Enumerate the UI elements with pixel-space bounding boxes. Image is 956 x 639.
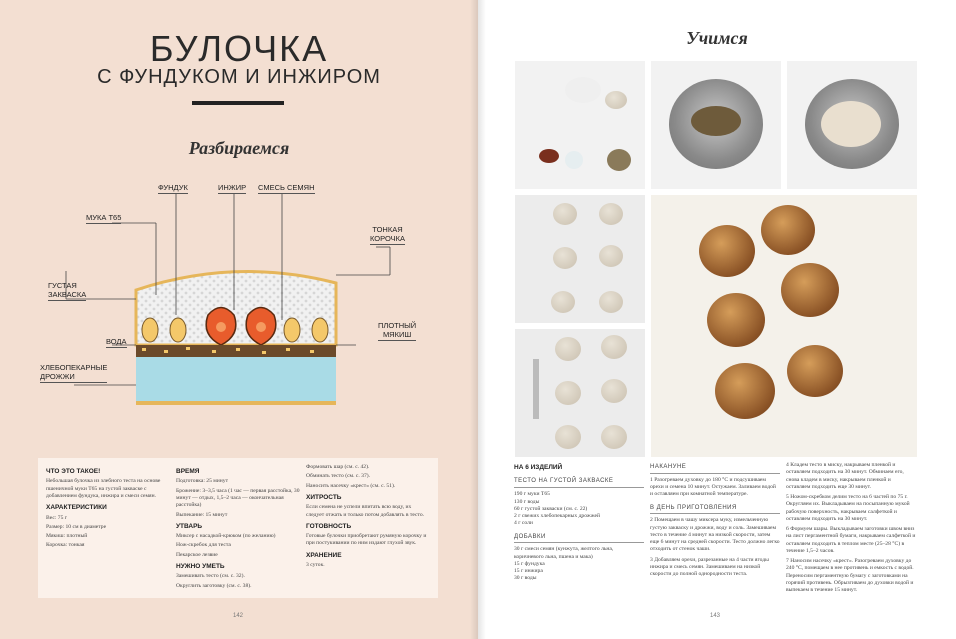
storage-heading: ХРАНЕНИЕ: [306, 551, 342, 559]
step-6: 6 Формуем шары. Выкладываем заготовки швом вниз на лист пергаментной бумаги, накрываем салфеткой и оставляем подходить в теплом месте (25–28 °С) в течение 1,5–2 часов.: [786, 526, 916, 554]
bottom-crust: [136, 401, 336, 405]
page-number-right: 143: [710, 613, 721, 619]
page-number-left: 142: [233, 613, 244, 619]
ingredient-flour: 190 г муки Т65: [514, 491, 550, 498]
step-2: 2 Помещаем в чашу миксера муку, измельченную густую закваску и дрожжи, воду и соль. Замешиваем тесто в течение 4 минут на низкой скорости, затем еще 6 минут на средней скорости. Тесто должно легко отходить от стенок чаши.: [650, 517, 780, 553]
ingredient-water: 130 г воды: [514, 498, 540, 505]
label-yeast: [40, 363, 107, 383]
time-bake: Выпекание: 15 минут: [176, 511, 228, 518]
recipe-column-3: [786, 462, 916, 598]
tool-scraper: Нож-скребок для теста: [176, 542, 231, 549]
char-size: Размер: 10 см в диаметре: [46, 523, 107, 530]
label-crust: [370, 225, 405, 245]
photo-baked-buns: [650, 194, 918, 458]
ingredient-salt: 4 г соли: [514, 520, 533, 527]
photo-scored-dough: [514, 328, 646, 458]
tool-mixer: Миксер с насадкой-крюком (по желанию): [176, 533, 276, 540]
label-seed-mix: СМЕСЬ СЕМЯН: [258, 183, 315, 192]
info-box: [38, 458, 438, 598]
label-yeast-line2: ДРОЖЖИ: [40, 372, 107, 383]
char-crust: Корочка: тонкая: [46, 542, 85, 549]
readiness-text: Готовые булочки приобретают румяную корочку и при постукивании по ним издают глухой звук.: [306, 533, 427, 547]
addition-fig: 15 г инжира: [514, 568, 543, 575]
label-fig: ИНЖИР: [218, 183, 247, 192]
label-sourdough-line2: ЗАКВАСКА: [48, 290, 87, 299]
storage-text: 3 суток.: [306, 562, 325, 569]
skill-score: Наносить насечку «крест» (см. с. 51).: [306, 482, 396, 489]
right-page: [478, 0, 956, 639]
time-heading: ВРЕМЯ: [176, 468, 200, 475]
time-prep: Подготовка: 25 минут: [176, 478, 229, 485]
photo-ingredients: [514, 60, 646, 190]
tool-lame: Пекарское лезвие: [176, 551, 218, 558]
recipe-title: БУЛОЧКА: [149, 28, 329, 69]
info-column-2: [176, 464, 300, 592]
photo-bowl-dough: [786, 60, 918, 190]
subsection-additions: ДОБАВКИ: [514, 534, 644, 544]
step-3: 3 Добавляем орехи, разрезанные на 4 части ягоды инжира и смесь семян. Замешиваем на низкой скорости до полной однородности теста.: [650, 556, 769, 578]
label-yeast-line1: ХЛЕБОПЕКАРНЫЕ: [40, 363, 108, 372]
label-crumb: [378, 321, 416, 341]
label-crumb-line2: МЯКИШ: [378, 330, 416, 341]
addition-seeds: 30 г смеси семян (кунжута, желтого льна, коричневого льна, пшена и мака): [514, 546, 614, 560]
skill-shape: Формовать шар (см. с. 42).: [306, 464, 370, 470]
info-column-3: [306, 464, 430, 571]
section-title-learning: Учимся: [686, 28, 748, 48]
label-water: ВОДА: [106, 337, 127, 346]
photo-bowl-ingredients: [650, 60, 782, 190]
skill-punch: Обминать тесто (см. с. 37).: [306, 473, 371, 480]
addition-hazelnut: 15 г фундука: [514, 560, 545, 567]
ingredient-yeast: 2 г свежих хлебопекарных дрожжей: [514, 513, 600, 520]
book-gutter: [470, 0, 486, 639]
skill-round: Округлить заготовку (см. с. 38).: [176, 582, 252, 589]
water-layer: [136, 357, 336, 401]
label-crumb-line1: ПЛОТНЫЙ: [378, 321, 417, 330]
subsection-baking-day: В ДЕНЬ ПРИГОТОВЛЕНИЯ: [650, 505, 780, 515]
step-7: 7 Наносим насечку «крест». Разогреваем духовку до 240 °С, помещаем в нее противень и емкость с водой. Переносим пергаментную бумагу с заготовками на горячий противень. Обрызгиваем до духовки водой и выпекаем в течение 15 минут.: [786, 558, 914, 594]
bun-cross-section-diagram: [36, 175, 446, 425]
trick-heading: ХИТРОСТЬ: [306, 493, 342, 501]
time-rise: Брожение: 3–3,5 часа (1 час — первая расстойка, 30 минут — отдых, 1,5–2 часа — окончательная расстойка): [176, 487, 300, 509]
label-crust-line1: ТОНКАЯ: [372, 225, 403, 234]
title-rule: [192, 101, 284, 105]
step-5: 5 Ножом-скребком делим тесто на 6 частей по 75 г. Округляем их. Выкладываем на посыпанную мукой рабочую поверхность, накрываем салфеткой и оставляем подходить на 30 минут.: [786, 494, 910, 522]
characteristics-heading: ХАРАКТЕРИСТИКИ: [46, 504, 107, 512]
label-sourdough-line1: ГУСТАЯ: [48, 281, 77, 290]
subsection-sourdough-dough: ТЕСТО НА ГУСТОЙ ЗАКВАСКЕ: [514, 478, 644, 488]
recipe-column-2: [650, 462, 780, 582]
step-1: 1 Разогреваем духовку до 180 °С и подсушиваем орехи и семена 10 минут. Остужаем. Заливаем водой и оставляем при комнатной температуре.: [650, 476, 776, 498]
ingredient-sourdough: 60 г густой закваски (см. с. 22): [514, 505, 588, 512]
yield-heading: НА 6 ИЗДЕЛИЙ: [514, 464, 563, 471]
trick-text: Если семена не успели впитать всю воду, их следует отжать и только потом добавлять в тесто.: [306, 504, 425, 518]
what-text: Небольшая булочка из злебного теста на основе пшеничной муки Т65 на густой закваске с добавлением фундука, инжира и смеси семян.: [46, 478, 161, 499]
label-flour: МУКА Т65: [86, 213, 122, 222]
char-crumb: Мякиш: плотный: [46, 533, 88, 540]
crust-top: [136, 272, 336, 345]
addition-water: 30 г воды: [514, 575, 537, 582]
photo-dough-balls: [514, 194, 646, 324]
readiness-heading: ГОТОВНОСТЬ: [306, 522, 352, 530]
section-title-analysis: Разбираемся: [188, 138, 290, 158]
skill-knead: Замешивать тесто (см. с. 32).: [176, 573, 245, 580]
what-heading: ЧТО ЭТО ТАКОЕ!: [46, 468, 101, 475]
tools-heading: УТВАРЬ: [176, 522, 203, 530]
recipe-column-1: [514, 462, 644, 583]
label-crust-line2: КОРОЧКА: [370, 234, 405, 243]
step-4: 4 Кладем тесто в миску, накрываем пленкой и оставляем подходить на 30 минут. Обминаем его, снова кладем в миску, накрываем пленкой и оставляем подходить еще 30 минут.: [786, 462, 904, 490]
label-hazelnut: ФУНДУК: [158, 183, 188, 192]
recipe-subtitle: С ФУНДУКОМ И ИНЖИРОМ: [97, 66, 381, 88]
skills-heading: НУЖНО УМЕТЬ: [176, 563, 225, 570]
subsection-day-before: НАКАНУНЕ: [650, 464, 780, 474]
info-column-1: [46, 464, 170, 552]
label-sourdough: [48, 281, 86, 301]
char-weight: Вес: 75 г: [46, 514, 68, 521]
